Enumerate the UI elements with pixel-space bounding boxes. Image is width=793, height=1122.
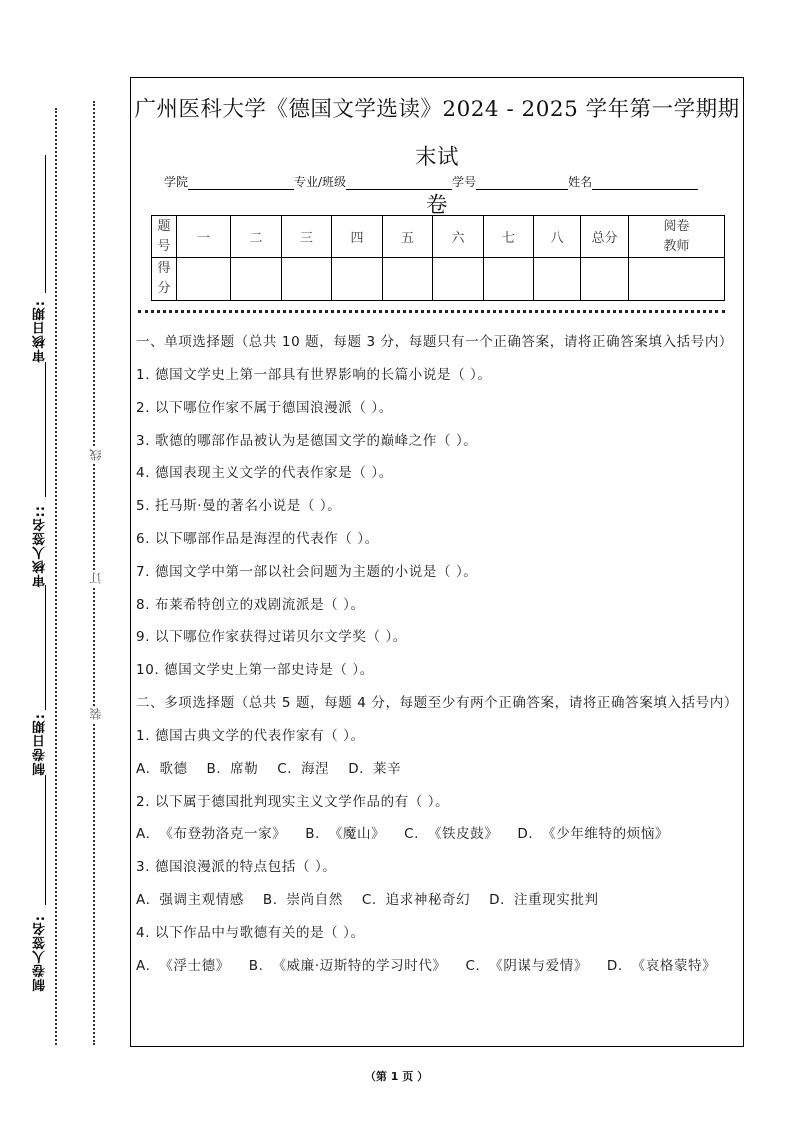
maker-date-label: 制卷日期: — [33, 713, 48, 776]
maker-sign-label: 制卷人签名: — [33, 915, 48, 992]
reviewer-header-line: 教师 — [663, 238, 690, 254]
maker-date-line[interactable] — [45, 585, 46, 710]
option-b: B. 崇尚自然 — [262, 891, 343, 908]
score-cell[interactable] — [534, 258, 581, 301]
s2-question-3-options — [136, 889, 737, 911]
review-date-line[interactable] — [45, 155, 46, 293]
score-cell[interactable] — [383, 258, 433, 301]
s1-question-9: 9. 以下哪位作家获得过诺贝尔文学奖（ ）。 — [136, 629, 407, 646]
score-cell[interactable] — [177, 258, 231, 301]
option-c: C. 《阴谋与爱情》 — [465, 957, 588, 974]
seal-dotted-divider — [138, 310, 725, 313]
student-id-field[interactable] — [476, 175, 568, 190]
column-header: 二 — [231, 216, 282, 258]
reviewer-sign-label: 审核人签名:: — [33, 505, 48, 588]
college-label: 学院 — [164, 175, 189, 189]
label-char: 分 — [157, 281, 171, 296]
column-header: 三 — [282, 216, 332, 258]
page-number: （第 1 页 ） — [364, 1070, 429, 1083]
option-c: C. 《铁皮鼓》 — [404, 826, 499, 843]
score-cell[interactable] — [433, 258, 484, 301]
reviewer-header — [629, 216, 725, 258]
score-table — [151, 215, 725, 301]
score-table-score-row — [152, 258, 725, 301]
score-cell[interactable] — [282, 258, 332, 301]
option-d: D. 莱辛 — [348, 760, 402, 777]
total-score-header: 总分 — [581, 216, 629, 258]
s2-question-2: 2. 以下属于德国批判现实主义文学作品的有（ ）。 — [136, 793, 450, 810]
s1-question-6: 6. 以下哪部作品是海涅的代表作（ ）。 — [136, 530, 379, 547]
option-b: B. 席勒 — [206, 760, 259, 777]
review-date-label: 审核日期: — [33, 300, 48, 363]
college-field[interactable] — [188, 175, 294, 190]
s2-question-1: 1. 德国古典文学的代表作家有（ ）。 — [136, 727, 365, 744]
cut-mark-bind: 订 — [89, 572, 103, 584]
option-c: C. 海涅 — [277, 760, 330, 777]
s1-question-3: 3. 歌德的哪部作品被认为是德国文学的巅峰之作（ ）。 — [136, 432, 478, 449]
option-d: D. 《哀格蒙特》 — [606, 957, 717, 974]
option-b: B. 《魔山》 — [305, 826, 386, 843]
major-class-field[interactable] — [346, 175, 452, 190]
student-info-row — [164, 173, 698, 190]
s1-question-1: 1. 德国文学史上第一部具有世界影响的长篇小说是（ ）。 — [136, 367, 492, 383]
s2-question-4: 4. 以下作品中与歌德有关的是（ ）。 — [136, 924, 365, 941]
option-c: C. 追求神秘奇幻 — [361, 891, 471, 908]
column-header: 八 — [534, 216, 581, 258]
option-a: A. 歌德 — [136, 760, 188, 777]
s1-question-2: 2. 以下哪位作家不属于德国浪漫派（ ）。 — [136, 399, 393, 416]
exam-title-line2: 卷 — [425, 193, 448, 218]
s2-question-1-options — [136, 758, 737, 780]
student-id-label: 学号 — [452, 175, 477, 189]
score-cell[interactable] — [231, 258, 282, 301]
total-score-cell[interactable] — [581, 258, 629, 301]
s1-question-4: 4. 德国表现主义文学的代表作家是（ ）。 — [136, 465, 393, 482]
name-label: 姓名 — [568, 175, 593, 189]
exam-frame — [130, 77, 744, 1047]
score-table-header-row — [152, 216, 725, 258]
column-header: 一 — [177, 216, 231, 258]
label-char: 号 — [157, 238, 171, 254]
option-a: A. 《布登勃洛克一家》 — [136, 826, 287, 843]
option-a: A. 《浮士德》 — [136, 957, 230, 974]
s2-question-4-options — [136, 955, 737, 977]
option-b: B. 《威廉·迈斯特的学习时代》 — [248, 957, 447, 974]
option-a: A. 强调主观情感 — [136, 891, 244, 908]
cut-mark-stitch: 装 — [89, 708, 103, 720]
section2-heading: 二、多项选择题（总共 5 题，每题 4 分，每题至少有两个正确答案，请将正确答案填入括号内） — [136, 694, 738, 711]
option-d: D. 注重现实批判 — [489, 891, 599, 908]
s2-question-3: 3. 德国浪漫派的特点包括（ ）。 — [136, 859, 337, 876]
section1-heading: 一、单项选择题（总共 10 题，每题 3 分，每题只有一个正确答案，请将正确答案填入括号内） — [136, 334, 734, 350]
major-class-label: 专业/班级 — [294, 175, 347, 189]
column-header: 六 — [433, 216, 484, 258]
column-header: 七 — [484, 216, 534, 258]
exam-title-line1: 广州医科大学《德国文学选读》2024 - 2025 学年第一学期期末试 — [134, 97, 740, 170]
s1-question-5: 5. 托马斯·曼的著名小说是（ ）。 — [136, 498, 342, 515]
reviewer-cell[interactable] — [629, 258, 725, 301]
s2-question-2-options — [136, 823, 737, 845]
score-cell[interactable] — [484, 258, 534, 301]
column-header: 四 — [332, 216, 383, 258]
s1-question-10: 10. 德国文学史上第一部史诗是（ ）。 — [136, 662, 374, 679]
cut-mark-line: 线 — [89, 449, 103, 461]
question-number-label — [152, 216, 177, 258]
exam-content — [136, 331, 737, 977]
reviewer-header-line: 阅卷 — [663, 218, 690, 234]
label-char: 题 — [157, 218, 171, 234]
binding-dotted-line-inner — [55, 108, 57, 1045]
s1-question-7: 7. 德国文学中第一部以社会问题为主题的小说是（ ）。 — [136, 563, 478, 580]
option-d: D. 《少年维特的烦恼》 — [517, 826, 670, 843]
column-header: 五 — [383, 216, 433, 258]
s1-question-8: 8. 布莱希特创立的戏剧流派是（ ）。 — [136, 596, 365, 613]
reviewer-sign-line[interactable] — [45, 362, 46, 497]
exam-title — [131, 86, 743, 230]
name-field[interactable] — [592, 175, 698, 190]
maker-sign-line[interactable] — [45, 775, 46, 905]
label-char: 得 — [157, 261, 171, 276]
score-label — [152, 258, 177, 301]
score-cell[interactable] — [332, 258, 383, 301]
